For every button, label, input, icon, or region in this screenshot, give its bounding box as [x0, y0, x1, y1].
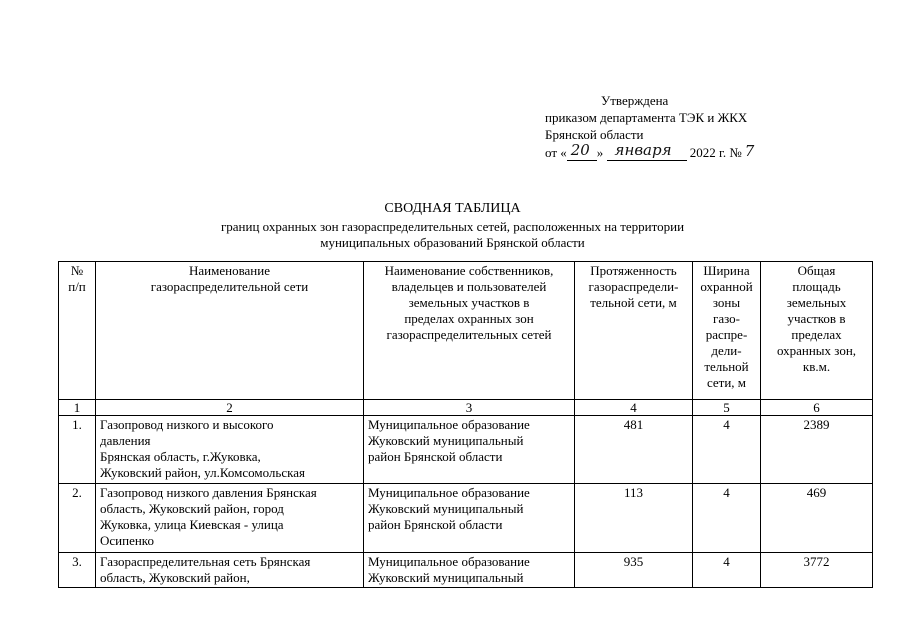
approval-region-line: Брянской области — [545, 127, 644, 142]
index-cell: 2 — [96, 400, 364, 416]
index-cell: 1 — [59, 400, 96, 416]
document-subtitle-line2: муниципальных образований Брянской области — [320, 235, 585, 250]
header-zone-width — [693, 262, 761, 400]
row-number: 2. — [59, 484, 96, 553]
network-name: Газопровод низкого и высокого давления Брянская область, г.Жуковка, Жуковский район, ул.Комсомольская — [96, 416, 364, 484]
owner-name: Муниципальное образование Жуковский муниципальный район Брянской области — [364, 484, 575, 553]
header-network-name-text: Наименование газораспределительной сети — [150, 263, 309, 294]
number-blank — [742, 144, 760, 161]
document-subtitle-line1: границ охранных зон газораспределительных сетей, расположенных на территории — [220, 219, 685, 234]
index-cell: 6 — [761, 400, 873, 416]
month-blank — [607, 143, 687, 161]
total-area: 2389 — [761, 416, 873, 484]
index-cell: 4 — [575, 400, 693, 416]
table-row — [59, 484, 873, 553]
table-row — [59, 416, 873, 484]
header-length — [575, 262, 693, 400]
zone-width: 4 — [693, 553, 761, 588]
approval-order-line: приказом департамента ТЭК и ЖКХ — [545, 110, 748, 125]
header-owners-text: Наименование собственников, владельцев и пользователей земельных участков в пределах охранных зон газораспределительных сетей — [384, 263, 554, 342]
document-title: СВОДНАЯ ТАБЛИЦА — [384, 201, 521, 216]
header-total-area — [761, 262, 873, 400]
network-length: 113 — [575, 484, 693, 553]
header-owners — [364, 262, 575, 400]
index-cell: 5 — [693, 400, 761, 416]
total-area: 469 — [761, 484, 873, 553]
column-index-row — [59, 400, 873, 416]
zone-width: 4 — [693, 484, 761, 553]
table-header-row — [59, 262, 873, 400]
network-name: Газопровод низкого давления Брянская область, Жуковский район, город Жуковка, улица Киевская - улица Осипенко — [96, 484, 364, 553]
date-prefix: от « — [545, 145, 567, 160]
network-length: 935 — [575, 553, 693, 588]
total-area: 3772 — [761, 553, 873, 588]
header-number-text: № п/п — [68, 263, 86, 294]
boundary-table — [58, 261, 873, 588]
table-row — [59, 553, 873, 588]
handwritten-month: января — [614, 141, 672, 159]
owner-name: Муниципальное образование Жуковский муниципальный район Брянской области — [364, 416, 575, 484]
approval-block — [545, 92, 760, 161]
day-blank — [567, 143, 597, 161]
handwritten-day: 20 — [570, 141, 590, 159]
network-length: 481 — [575, 416, 693, 484]
year-text: 2022 г. № — [689, 145, 742, 160]
header-length-text: Протяженность газораспредели- тельной сети, м — [588, 263, 679, 310]
zone-width: 4 — [693, 416, 761, 484]
header-number — [59, 262, 96, 400]
index-cell: 3 — [364, 400, 575, 416]
row-number: 1. — [59, 416, 96, 484]
header-total-area-text: Общая площадь земельных участков в пределах охранных зон, кв.м. — [776, 263, 857, 374]
network-name: Газораспределительная сеть Брянская область, Жуковский район, — [96, 553, 364, 588]
date-mid: » — [596, 145, 604, 160]
row-number: 3. — [59, 553, 96, 588]
header-network-name — [96, 262, 364, 400]
owner-name: Муниципальное образование Жуковский муниципальный — [364, 553, 575, 588]
approval-title: Утверждена — [601, 93, 669, 108]
header-zone-width-text: Ширина охранной зоны газо- распре- дели- тельной сети, м — [700, 263, 753, 390]
approval-date-line — [545, 143, 760, 161]
handwritten-number: 7 — [744, 142, 755, 160]
